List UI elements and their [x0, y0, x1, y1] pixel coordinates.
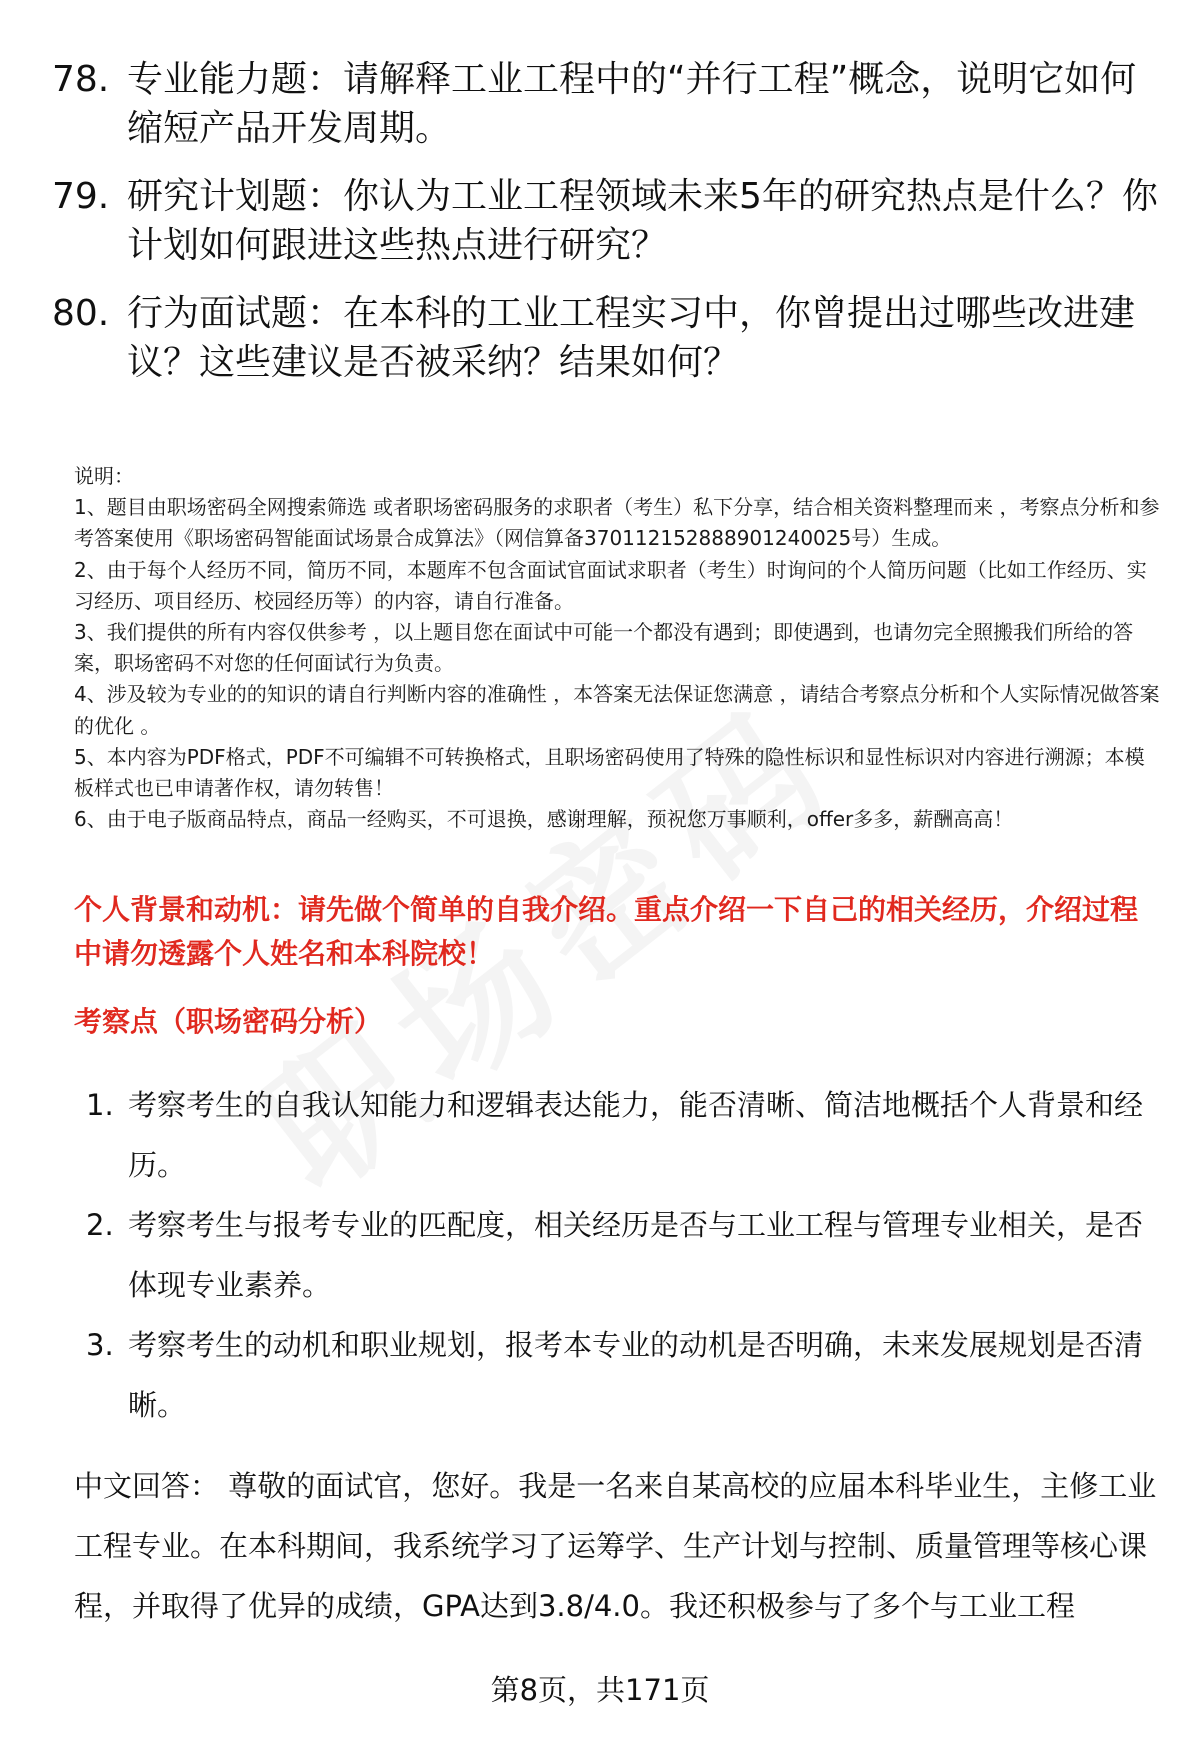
question-number: 79.: [52, 176, 110, 217]
list-number: 2.: [86, 1208, 114, 1242]
notes-item: 2、由于每个人经历不同，简历不同，本题库不包含面试官面试求职者（考生）时询问的个人简历问题（比如工作经历、实习经历、项目经历、校园经历等）的内容，请自行准备。: [74, 557, 1147, 613]
question-text: 研究计划题：你认为工业工程领域未来5年的研究热点是什么？你计划如何跟进这些热点进行研究？: [127, 176, 1158, 266]
list-text: 考察考生的动机和职业规划，报考本专业的动机是否明确，未来发展规划是否清晰。: [128, 1328, 1144, 1422]
notes-title: 说明：: [74, 464, 134, 488]
question-number: 80.: [52, 293, 110, 334]
page-footer: 第8页，共171页: [490, 1673, 710, 1707]
list-item: [86, 1195, 1166, 1315]
list-item: [86, 1075, 1166, 1195]
answer-paragraph: 中文回答： 尊敬的面试官，您好。我是一名来自某高校的应届本科毕业生，主修工业工程专业。在本科期间，我系统学习了运筹学、生产计划与控制、质量管理等核心课程，并取得了优异的成绩，GPA达到3.8/4.0。我还积极参与了多个与工业工程: [74, 1469, 1157, 1623]
question-79: [52, 172, 1162, 270]
notes-item: 6、由于电子版商品特点，商品一经购买，不可退换，感谢理解，预祝您万事顺利，offer多多，薪酬高高！: [74, 807, 1014, 832]
question-text: 行为面试题：在本科的工业工程实习中，你曾提出过哪些改进建议？这些建议是否被采纳？结果如何？: [127, 293, 1136, 383]
list-number: 1.: [86, 1088, 114, 1122]
question-78: [52, 55, 1162, 153]
question-number: 78.: [52, 59, 110, 100]
question-text: 专业能力题：请解释工业工程中的“并行工程”概念，说明它如何缩短产品开发周期。: [127, 59, 1137, 149]
notes-item: 3、我们提供的所有内容仅供参考 ，以上题目您在面试中可能一个都没有遇到；即使遇到，也请勿完全照搬我们所给的答案，职场密码不对您的任何面试行为负责。: [74, 620, 1134, 676]
list-item: [86, 1315, 1166, 1435]
analysis-heading: 考察点（职场密码分析）: [74, 1005, 383, 1038]
list-number: 3.: [86, 1328, 114, 1362]
question-80: [52, 289, 1162, 387]
analysis-points: [86, 1075, 1166, 1435]
notes-item: 4、涉及较为专业的的知识的请自行判断内容的准确性 ，本答案无法保证您满意 ，请结合考察点分析和个人实际情况做答案的优化 。: [74, 682, 1160, 738]
notes-item: 1、题目由职场密码全网搜索筛选 或者职场密码服务的求职者（考生）私下分享，结合相关资料整理而来 ，考察点分析和参考答案使用《职场密码智能面试场景合成算法》（网信算备370112152888901240025号）生成。: [74, 495, 1160, 551]
disclaimer-notes: [74, 461, 1160, 835]
question-heading: 个人背景和动机：请先做个简单的自我介绍。重点介绍一下自己的相关经历，介绍过程中请勿透露个人姓名和本科院校！: [74, 893, 1139, 970]
list-text: 考察考生与报考专业的匹配度，相关经历是否与工业工程与管理专业相关，是否体现专业素养。: [128, 1208, 1144, 1302]
list-text: 考察考生的自我认知能力和逻辑表达能力，能否清晰、简洁地概括个人背景和经历。: [128, 1088, 1144, 1182]
notes-item: 5、本内容为PDF格式，PDF不可编辑不可转换格式，且职场密码使用了特殊的隐性标识和显性标识对内容进行溯源；本模板样式也已申请著作权，请勿转售！: [74, 744, 1145, 801]
